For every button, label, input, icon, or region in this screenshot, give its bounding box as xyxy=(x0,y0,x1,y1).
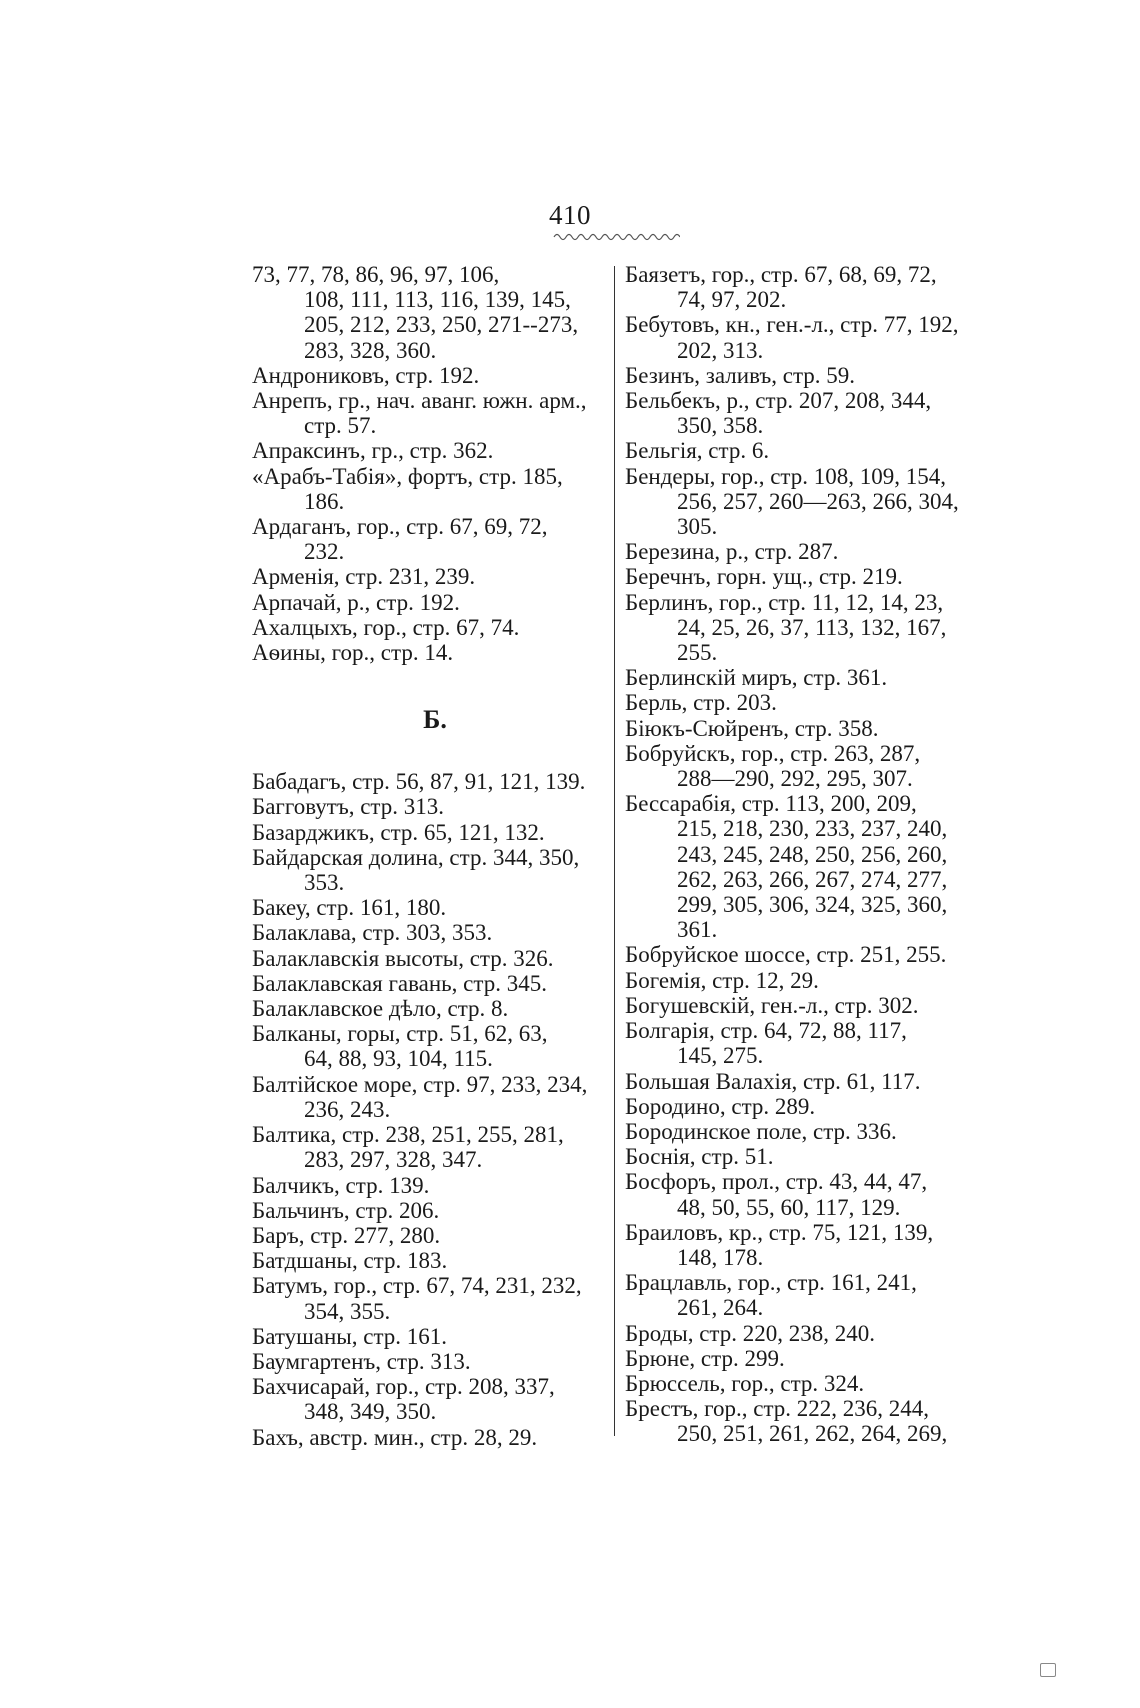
index-entry: Балаклавскія высоты, стр. 326. xyxy=(252,945,554,971)
index-entry: Бобруйскъ, гор., стр. 263, 287, xyxy=(625,740,921,766)
index-column-left xyxy=(252,262,608,1450)
index-entry: Балаклавская гавань, стр. 345. xyxy=(252,970,547,996)
index-entry-continuation: 202, 313. xyxy=(677,337,764,363)
index-entry: Апраксинъ, гр., стр. 362. xyxy=(252,438,494,464)
index-entry-continuation: 250, 251, 261, 262, 264, 269, xyxy=(677,1421,948,1447)
section-letter: Б. xyxy=(423,705,447,735)
index-entry: Бендеры, гор., стр. 108, 109, 154, xyxy=(625,463,946,489)
index-entry: Батушаны, стр. 161. xyxy=(252,1323,448,1349)
index-entry-continuation: 353. xyxy=(304,870,345,896)
index-entry: Большая Валахія, стр. 61, 117. xyxy=(625,1068,921,1094)
index-entry-continuation: 348, 349, 350. xyxy=(304,1399,437,1425)
index-entry: Браиловъ, кр., стр. 75, 121, 139, xyxy=(625,1219,934,1245)
index-entry-continuation: 288—290, 292, 295, 307. xyxy=(677,766,913,792)
index-entry: Бельгія, стр. 6. xyxy=(625,438,770,464)
index-entry-continuation: 262, 263, 266, 267, 274, 277, xyxy=(677,866,948,892)
index-entry-continuation: 205, 212, 233, 250, 271--273, xyxy=(304,312,579,338)
index-entry: «Арабъ-Табія», фортъ, стр. 185, xyxy=(252,463,563,489)
index-entry: Ахалцыхъ, гор., стр. 67, 74. xyxy=(252,614,520,640)
index-column-right xyxy=(625,262,981,1447)
index-entry-continuation: 361. xyxy=(677,917,718,943)
index-entry-continuation: 24, 25, 26, 37, 113, 132, 167, xyxy=(677,614,947,640)
index-entry-continuation: 145, 275. xyxy=(677,1043,764,1069)
index-entry: Бальчинъ, стр. 206. xyxy=(252,1197,440,1223)
index-entry-continuation: 236, 243. xyxy=(304,1096,391,1122)
index-entry-continuation: 74, 97, 202. xyxy=(677,287,787,313)
index-entry-continuation: 48, 50, 55, 60, 117, 129. xyxy=(677,1194,901,1220)
index-entry: Батдшаны, стр. 183. xyxy=(252,1248,448,1274)
index-entry-continuation: 261, 264. xyxy=(677,1295,764,1321)
index-entry: Берлинъ, гор., стр. 11, 12, 14, 23, xyxy=(625,589,944,615)
index-entry: Бебутовъ, кн., ген.-л., стр. 77, 192, xyxy=(625,312,959,338)
index-entry: Байдарская долина, стр. 344, 350, xyxy=(252,844,580,870)
index-entry: Ардаганъ, гор., стр. 67, 69, 72, xyxy=(252,514,548,540)
index-entry: Баръ, стр. 277, 280. xyxy=(252,1222,441,1248)
entries-before-section xyxy=(252,262,608,665)
index-entry: Балаклавское дѣло, стр. 8. xyxy=(252,996,509,1022)
index-entry-continuation: 256, 257, 260—263, 266, 304, xyxy=(677,488,959,514)
index-entry: Балтійское море, стр. 97, 233, 234, xyxy=(252,1071,588,1097)
index-entry: Базарджикъ, стр. 65, 121, 132. xyxy=(252,819,545,845)
header-ornament xyxy=(552,230,680,242)
index-entry-continuation: стр. 57. xyxy=(304,413,377,439)
index-entry: Болгарія, стр. 64, 72, 88, 117, xyxy=(625,1018,907,1044)
index-entry: Батумъ, гор., стр. 67, 74, 231, 232, xyxy=(252,1273,582,1299)
index-entry: Бородино, стр. 289. xyxy=(625,1093,816,1119)
index-entry-continuation: 350, 358. xyxy=(677,413,764,439)
index-entry: 73, 77, 78, 86, 96, 97, 106, xyxy=(252,262,500,287)
index-entry: Бакеу, стр. 161, 180. xyxy=(252,895,447,921)
index-entry-continuation: 354, 355. xyxy=(304,1298,391,1324)
index-entry-continuation: 186. xyxy=(304,488,345,514)
index-entry-continuation: 108, 111, 113, 116, 139, 145, xyxy=(304,287,571,313)
index-entry: Бахъ, австр. мин., стр. 28, 29. xyxy=(252,1424,538,1450)
index-entry-continuation: 148, 178. xyxy=(677,1244,764,1270)
index-entry: Брюне, стр. 299. xyxy=(625,1345,785,1371)
index-entry: Арпачай, р., стр. 192. xyxy=(252,589,460,615)
index-entry: Балчикъ, стр. 139. xyxy=(252,1172,430,1198)
column-divider xyxy=(614,266,615,1436)
index-entry-continuation: 64, 88, 93, 104, 115. xyxy=(304,1046,493,1072)
index-entry: Анрепъ, гр., нач. аванг. южн. арм., xyxy=(252,388,587,414)
index-entry: Баумгартенъ, стр. 313. xyxy=(252,1348,471,1374)
entries-after-section xyxy=(252,769,608,1449)
index-entry-continuation: 283, 297, 328, 347. xyxy=(304,1147,483,1173)
index-entry: Бородинское поле, стр. 336. xyxy=(625,1118,897,1144)
index-entry: Боснія, стр. 51. xyxy=(625,1144,774,1170)
index-entry: Бобруйское шоссе, стр. 251, 255. xyxy=(625,942,947,968)
index-entry: Бельбекъ, р., стр. 207, 208, 344, xyxy=(625,388,932,414)
index-entry: Броды, стр. 220, 238, 240. xyxy=(625,1320,875,1346)
index-entry: Брюссель, гор., стр. 324. xyxy=(625,1370,865,1396)
index-entry: Баязетъ, гор., стр. 67, 68, 69, 72, xyxy=(625,262,937,287)
index-entry: Берлинскій миръ, стр. 361. xyxy=(625,665,888,691)
index-entry: Бахчисарай, гор., стр. 208, 337, xyxy=(252,1374,555,1400)
index-entry: Андрониковъ, стр. 192. xyxy=(252,362,480,388)
index-entry-continuation: 299, 305, 306, 324, 325, 360, xyxy=(677,892,948,918)
index-entry: Брацлавль, гор., стр. 161, 241, xyxy=(625,1270,917,1296)
index-entry: Босфоръ, прол., стр. 43, 44, 47, xyxy=(625,1169,928,1195)
entries-right xyxy=(625,262,981,1447)
index-entry: Бабадагъ, стр. 56, 87, 91, 121, 139. xyxy=(252,769,586,795)
index-entry-continuation: 232. xyxy=(304,539,345,565)
index-entry-continuation: 283, 328, 360. xyxy=(304,337,437,363)
page-number: 410 xyxy=(549,200,591,230)
index-entry: Богемія, стр. 12, 29. xyxy=(625,967,819,993)
index-entry: Балтика, стр. 238, 251, 255, 281, xyxy=(252,1122,564,1148)
index-entry: Бессарабія, стр. 113, 200, 209, xyxy=(625,791,917,817)
index-entry-continuation: 305. xyxy=(677,514,718,540)
index-entry: Брестъ, гор., стр. 222, 236, 244, xyxy=(625,1396,930,1422)
index-entry: Берль, стр. 203. xyxy=(625,690,777,716)
index-entry-continuation: 215, 218, 230, 233, 237, 240, xyxy=(677,816,948,842)
index-entry: Березина, р., стр. 287. xyxy=(625,539,839,565)
index-entry-continuation: 243, 245, 248, 250, 256, 260, xyxy=(677,841,948,867)
index-entry: Беречнъ, горн. ущ., стр. 219. xyxy=(625,564,903,590)
index-entry: Аѳины, гор., стр. 14. xyxy=(252,640,454,666)
index-entry: Безинъ, заливъ, стр. 59. xyxy=(625,362,856,388)
library-stamp-mark xyxy=(1040,1663,1056,1677)
index-entry: Балканы, горы, стр. 51, 62, 63, xyxy=(252,1021,548,1047)
index-entry: Біюкъ-Сюйренъ, стр. 358. xyxy=(625,715,879,741)
index-entry: Балаклава, стр. 303, 353. xyxy=(252,920,493,946)
index-entry-continuation: 255. xyxy=(677,640,718,666)
index-entry: Багговутъ, стр. 313. xyxy=(252,794,445,820)
index-entry: Арменія, стр. 231, 239. xyxy=(252,564,476,590)
index-entry: Богушевскій, ген.-л., стр. 302. xyxy=(625,992,919,1018)
